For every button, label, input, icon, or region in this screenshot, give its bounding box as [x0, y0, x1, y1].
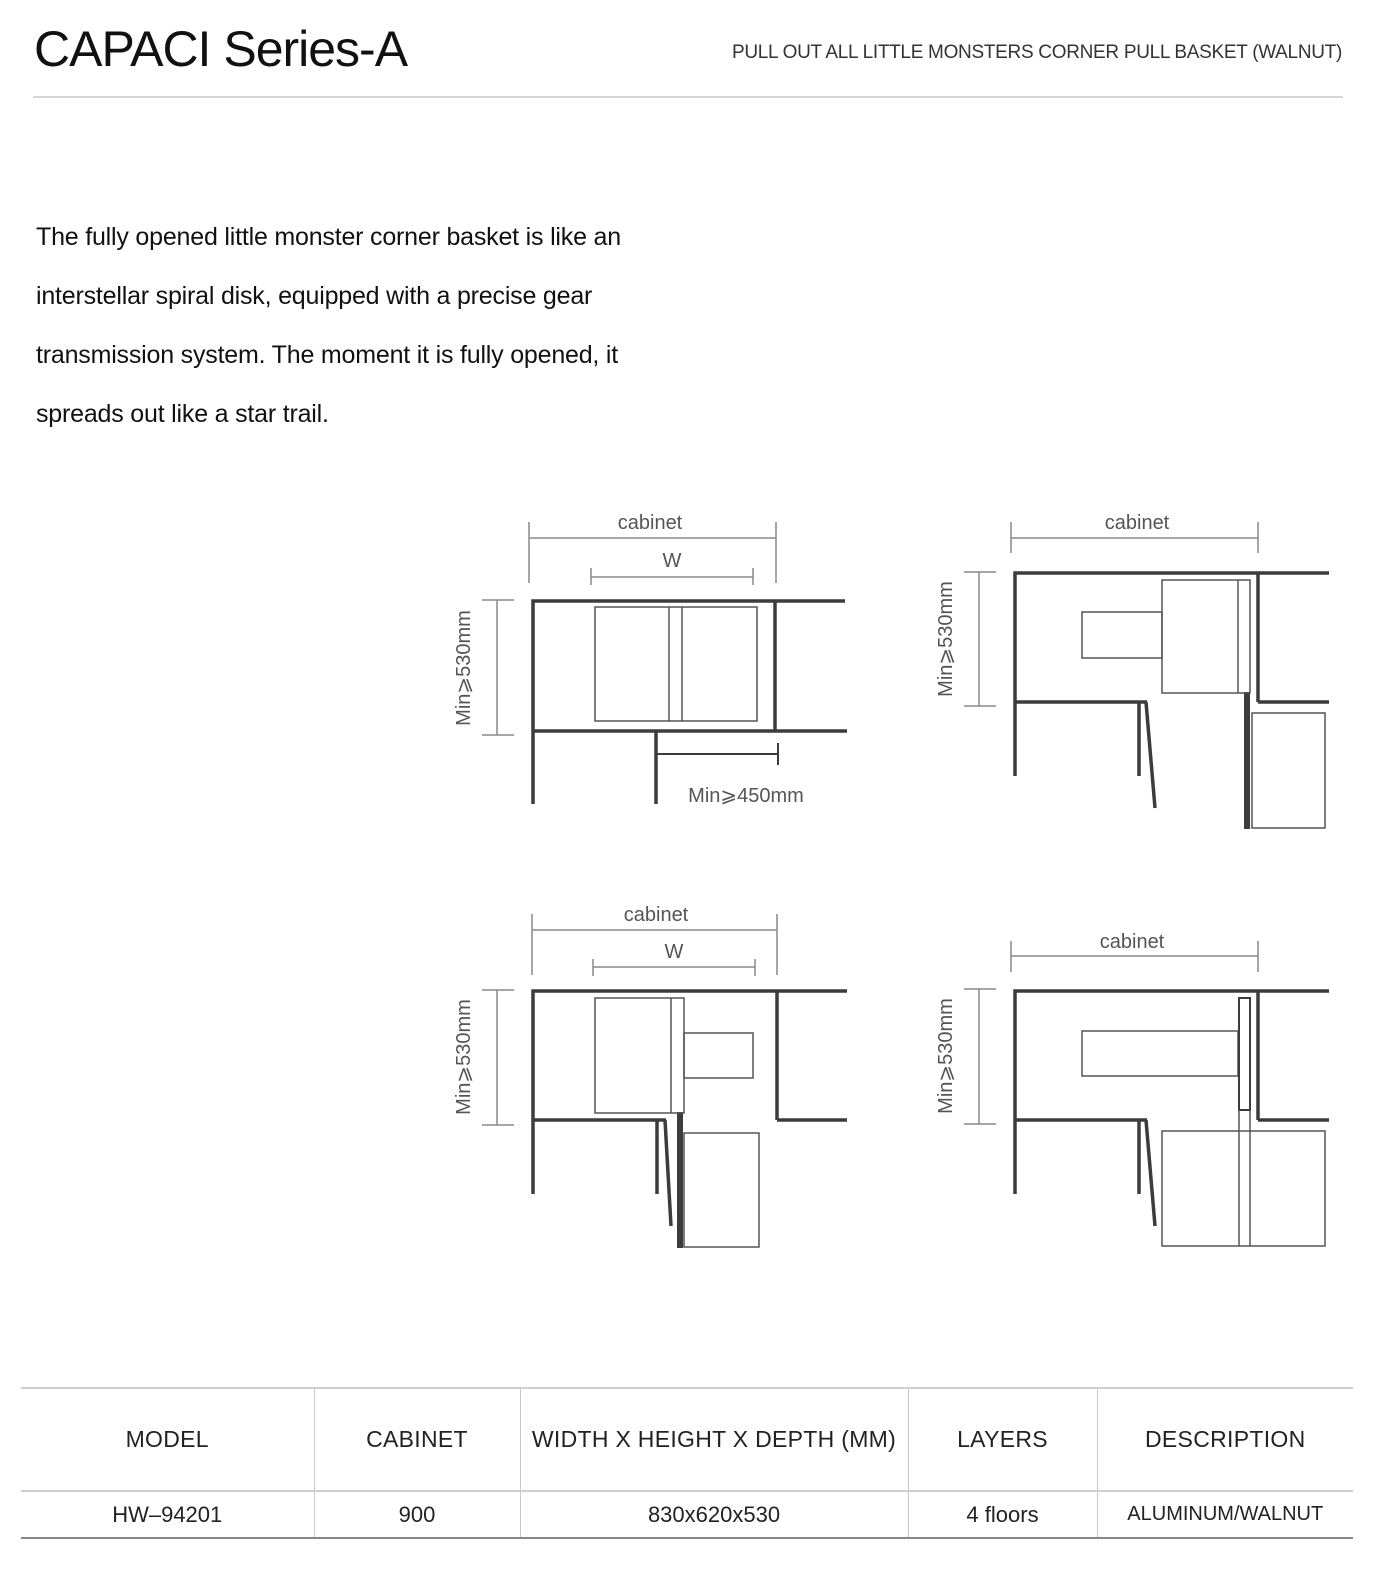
cell-layers: 4 floors: [908, 1491, 1097, 1538]
cabinet-walls: [1015, 573, 1329, 808]
opening-dimension-line: [656, 743, 778, 765]
depth-label: Min⩾530mm: [935, 998, 957, 1114]
depth-label: Min⩾530mm: [453, 999, 475, 1115]
basket-outline: [1082, 998, 1325, 1246]
cabinet-label: cabinet: [623, 904, 689, 926]
table-header-row: [21, 1388, 1353, 1491]
cell-dimensions: 830x620x530: [520, 1491, 908, 1538]
width-label: W: [662, 550, 682, 572]
description-line: spreads out like a star trail.: [36, 400, 329, 428]
cabinet-label: cabinet: [1104, 512, 1170, 534]
column-header-cabinet: CABINET: [314, 1388, 520, 1491]
column-header-description: DESCRIPTION: [1097, 1388, 1353, 1491]
cell-cabinet: 900: [314, 1491, 520, 1538]
cabinet-walls: [533, 991, 847, 1226]
depth-dimension-line: [482, 990, 514, 1125]
cabinet-label: cabinet: [617, 512, 683, 534]
column-header-layers: LAYERS: [908, 1388, 1097, 1491]
diagram-bottom-left: [453, 904, 847, 1248]
cabinet-walls: [533, 601, 847, 804]
product-subtitle: PULL OUT ALL LITTLE MONSTERS CORNER PULL BASKET (WALNUT): [732, 42, 1342, 63]
diagram-bottom-right: [935, 931, 1329, 1246]
diagram-top-left: [453, 512, 847, 807]
column-header-dimensions: WIDTH X HEIGHT X DEPTH (MM): [520, 1388, 908, 1491]
description-line: interstellar spiral disk, equipped with a precise gear: [36, 282, 593, 310]
diagram-top-right: [935, 512, 1329, 829]
table-row: [21, 1491, 1353, 1538]
cell-description: ALUMINUM/WALNUT: [1097, 1491, 1353, 1538]
width-label: W: [664, 941, 684, 963]
page-title: CAPACI Series-A: [34, 21, 408, 77]
basket-outline: [1082, 580, 1325, 828]
opening-label: Min⩾450mm: [688, 785, 804, 807]
cabinet-walls: [1015, 991, 1329, 1226]
depth-dimension-line: [482, 600, 514, 735]
basket-outline: [595, 607, 757, 721]
column-header-model: MODEL: [125, 1426, 209, 1452]
depth-label: Min⩾530mm: [935, 581, 957, 697]
description-line: The fully opened little monster corner basket is like an: [36, 223, 621, 251]
specification-table: [21, 1387, 1353, 1539]
description-line: transmission system. The moment it is fully opened, it: [36, 341, 619, 369]
cell-model: HW–94201: [112, 1501, 223, 1527]
depth-dimension-line: [964, 989, 996, 1124]
depth-label: Min⩾530mm: [453, 610, 475, 726]
depth-dimension-line: [964, 572, 996, 706]
cabinet-label: cabinet: [1099, 931, 1165, 953]
